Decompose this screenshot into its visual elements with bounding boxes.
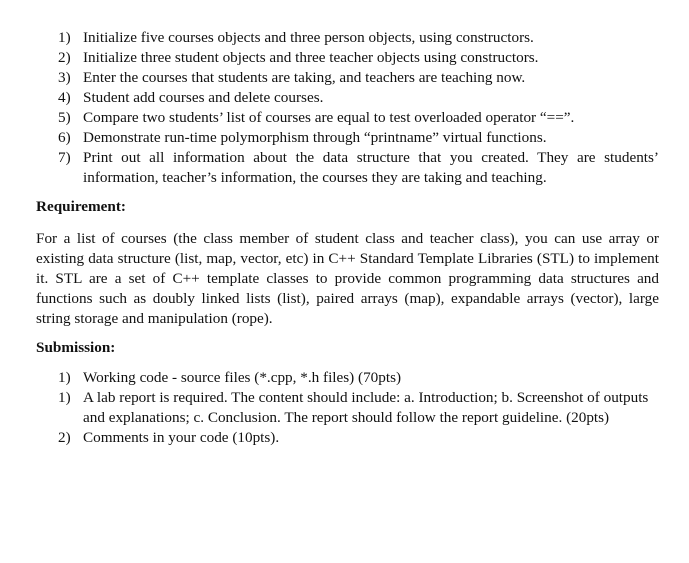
task-text: Initialize five courses objects and three person objects, using constructors. [83, 29, 534, 46]
task-number: 7) [58, 149, 71, 166]
task-text: Initialize three student objects and three teacher objects using constructors. [83, 49, 539, 66]
submission-number: 1) [58, 369, 71, 386]
submission-number: 1) [58, 389, 71, 406]
submission-heading: Submission: [36, 339, 116, 356]
requirement-paragraph: For a list of courses (the class member of student class and teacher class), you can use array or existing data structure (list, map, vector, etc) in C++ Standard Template Libraries (STL) to implement it. STL are a set of C++ template classes to provide common programming data structures and functions such as doubly linked lists (list), paired arrays (map), expandable arrays (vector), large string storage and manipulation (rope). [36, 230, 659, 327]
submission-item [0, 428, 649, 448]
task-text: Enter the courses that students are taking, and teachers are teaching now. [83, 69, 526, 86]
submission-text: Working code - source files (*.cpp, *.h files) (70pts) [83, 369, 402, 386]
task-number: 6) [58, 129, 71, 146]
task-item [0, 128, 659, 148]
submission-text: A lab report is required. The content should include: a. Introduction; b. Screenshot of outputs and explanations; c. Conclusion. The report should follow the report guideline. (20pts) [83, 389, 649, 426]
task-text: Demonstrate run-time polymorphism through “printname” virtual functions. [83, 129, 547, 146]
task-item [0, 88, 659, 108]
task-text: Student add courses and delete courses. [83, 89, 324, 106]
task-list [0, 28, 659, 188]
submission-list [0, 368, 649, 448]
task-item [0, 28, 659, 48]
task-item [0, 48, 659, 68]
task-item [0, 148, 659, 188]
submission-number: 2) [58, 429, 71, 446]
submission-item [0, 388, 649, 428]
task-item [0, 68, 659, 88]
task-text: Compare two students’ list of courses are equal to test overloaded operator “==”. [83, 109, 575, 126]
task-number: 5) [58, 109, 71, 126]
task-number: 2) [58, 49, 71, 66]
task-item [0, 108, 659, 128]
submission-text: Comments in your code (10pts). [83, 429, 280, 446]
requirement-heading: Requirement: [36, 198, 126, 215]
task-text: Print out all information about the data structure that you created. They are students’ information, teacher’s information, the courses they are taking and teaching. [83, 149, 659, 186]
task-number: 3) [58, 69, 71, 86]
task-number: 1) [58, 29, 71, 46]
task-number: 4) [58, 89, 71, 106]
submission-item [0, 368, 649, 388]
